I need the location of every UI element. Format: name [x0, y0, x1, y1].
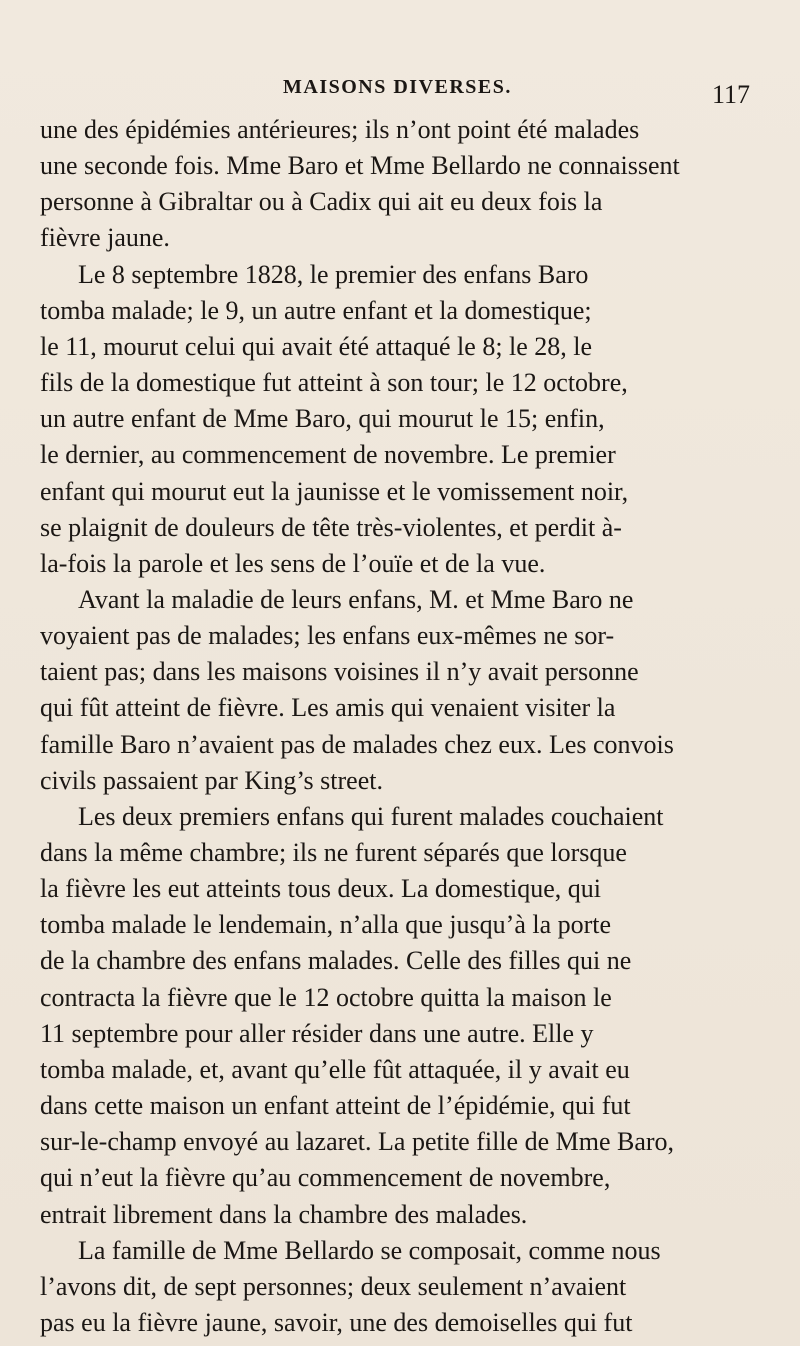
text-line: tomba malade le lendemain, n’alla que jusqu’à la porte	[40, 910, 612, 939]
text-line: dans cette maison un enfant atteint de l’épidémie, qui fut	[40, 1091, 631, 1120]
text-line: qui fût atteint de fièvre. Les amis qui venaient visiter la	[40, 693, 616, 722]
text-line: de la chambre des enfans malades. Celle des filles qui ne	[40, 946, 632, 975]
text-line: entrait librement dans la chambre des malades.	[40, 1200, 528, 1229]
text-line: Le 8 septembre 1828, le premier des enfans Baro	[78, 260, 589, 289]
text-line: famille Baro n’avaient pas de malades chez eux. Les convois	[40, 730, 674, 759]
text-line: une des épidémies antérieures; ils n’ont point été malades	[40, 115, 640, 144]
page-number: 117	[712, 80, 751, 109]
text-line: sur-le-champ envoyé au lazaret. La petite fille de Mme Baro,	[40, 1127, 675, 1156]
text-line: la fièvre les eut atteints tous deux. La domestique, qui	[40, 874, 602, 903]
text-line: civils passaient par King’s street.	[40, 766, 383, 795]
text-line: taient pas; dans les maisons voisines il n’y avait personne	[40, 657, 639, 686]
text-line: qui n’eut la fièvre qu’au commencement de novembre,	[40, 1163, 611, 1192]
text-line: le dernier, au commencement de novembre. Le premier	[40, 440, 616, 469]
text-line: dans la même chambre; ils ne furent séparés que lorsque	[40, 838, 627, 867]
text-line: la-fois la parole et les sens de l’ouïe et de la vue.	[40, 549, 546, 578]
text-line: La famille de Mme Bellardo se composait, comme nous	[78, 1236, 661, 1265]
text-line: tomba malade; le 9, un autre enfant et la domestique;	[40, 296, 592, 325]
text-line: 11 septembre pour aller résider dans une autre. Elle y	[40, 1019, 594, 1048]
text-line: se plaignit de douleurs de tête très-violentes, et perdit à-	[40, 513, 622, 542]
text-line: le 11, mourut celui qui avait été attaqué le 8; le 28, le	[40, 332, 593, 361]
text-line: Les deux premiers enfans qui furent malades couchaient	[78, 802, 664, 831]
text-line: voyaient pas de malades; les enfans eux-mêmes ne sor-	[40, 621, 615, 650]
text-line: pas eu la fièvre jaune, savoir, une des demoiselles qui fut	[40, 1308, 633, 1337]
text-line: personne à Gibraltar ou à Cadix qui ait eu deux fois la	[40, 187, 603, 216]
text-line: Avant la maladie de leurs enfans, M. et Mme Baro ne	[78, 585, 634, 614]
running-title: MAISONS DIVERSES.	[283, 76, 512, 98]
text-line: fièvre jaune.	[40, 223, 170, 252]
text-line: tomba malade, et, avant qu’elle fût attaquée, il y avait eu	[40, 1055, 630, 1084]
text-line: contracta la fièvre que le 12 octobre quitta la maison le	[40, 983, 612, 1012]
text-line: un autre enfant de Mme Baro, qui mourut le 15; enfin,	[40, 404, 605, 433]
text-line: fils de la domestique fut atteint à son tour; le 12 octobre,	[40, 368, 628, 397]
text-line: une seconde fois. Mme Baro et Mme Bellardo ne connaissent	[40, 151, 680, 180]
text-line: enfant qui mourut eut la jaunisse et le vomissement noir,	[40, 477, 629, 506]
text-line: l’avons dit, de sept personnes; deux seulement n’avaient	[40, 1272, 627, 1301]
